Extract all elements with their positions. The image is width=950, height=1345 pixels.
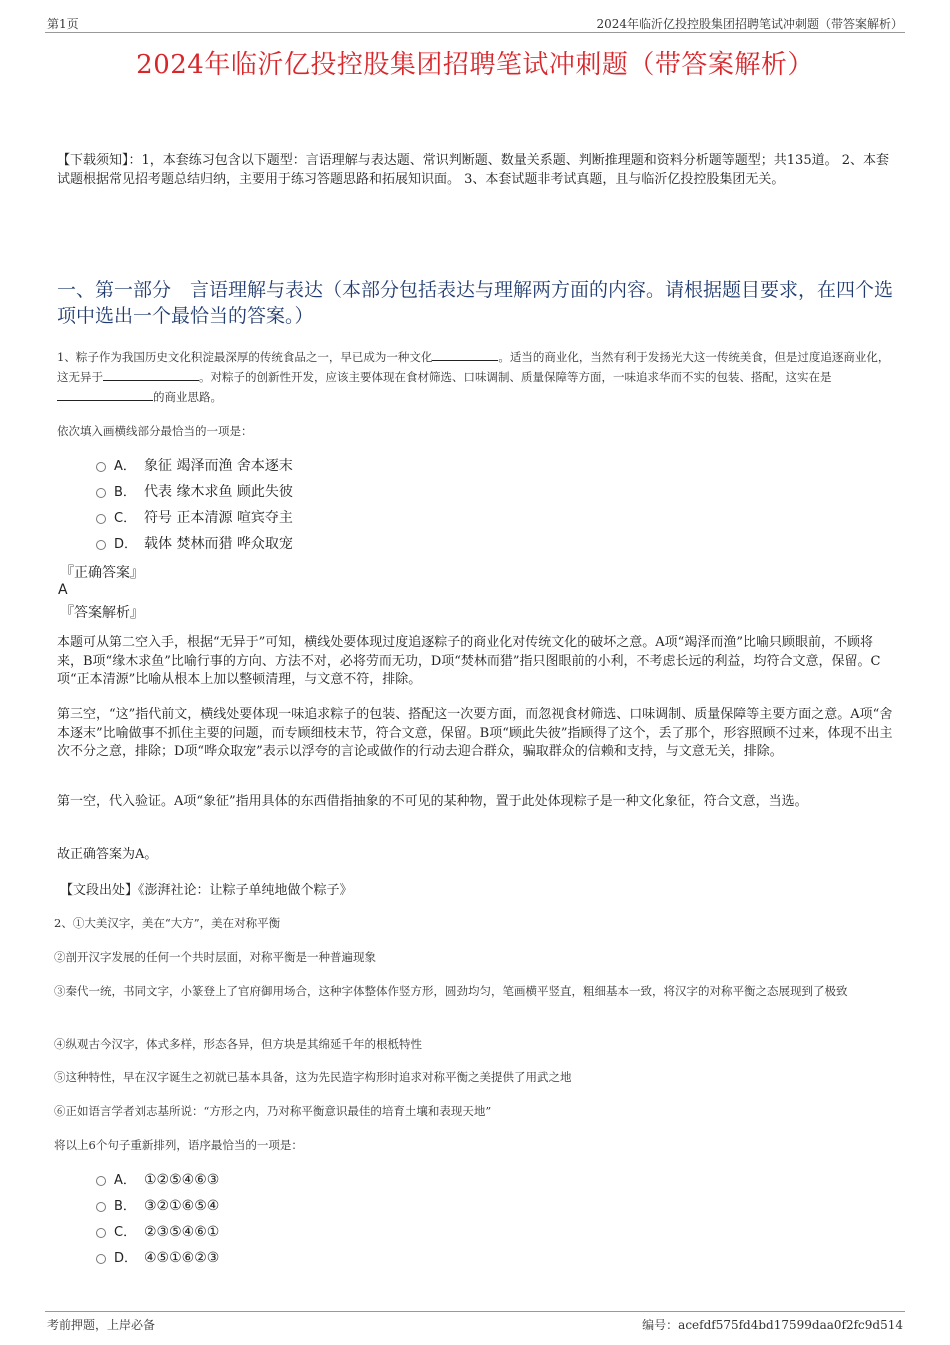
q1-prompt: 依次填入画横线部分最恰当的一项是：	[57, 424, 253, 438]
document-title: 2024年临沂亿投控股集团招聘笔试冲刺题（带答案解析）	[136, 50, 814, 80]
option-a[interactable]: A． ①②⑤④⑥③	[96, 1167, 219, 1193]
analysis-paragraph: 第三空，“这”指代前文，横线处要体现一味追求粽子的包装、搭配这一次要方面，而忽视食材筛选、口味调制、质量保障等主要方面之意。A项“舍本逐末”比喻做事不抓住主要的问题，而专顾细枝末节，符合文意，保留。B项“顾此失彼”指顾得了这个，丢了那个，形容照顾不过来，体现不出主次不分之意，排除；D项“哗众取宠”表示以浮夸的言论或做作的行动去迎合群众，骗取群众的信赖和支持，与文意无关，排除。	[57, 707, 893, 759]
header-doc-title: 2024年临沂亿投控股集团招聘笔试冲刺题（带答案解析）	[596, 17, 903, 31]
q2-sentence: ②剖开汉字发展的任何一个共时层面，对称平衡是一种普遍现象	[54, 950, 376, 964]
fill-blank-1	[432, 347, 498, 361]
radio-icon[interactable]	[96, 1202, 106, 1212]
option-c[interactable]: C． ②③⑤④⑥①	[96, 1219, 219, 1245]
fill-blank-2	[103, 367, 199, 381]
question-1-text	[57, 347, 897, 407]
q2-sentence: ⑥正如语言学者刘志基所说：“方形之内，乃对称平衡意识最佳的培育土壤和表现天地”	[54, 1104, 492, 1118]
analysis-paragraph: 本题可从第二空入手，根据“无异于”可知，横线处要体现过度追逐粽子的商业化对传统文化的破坏之意。A项“竭泽而渔”比喻只顾眼前，不顾将来，B项“缘木求鱼”比喻行事的方向、方法不对，必将劳而无功，D项“焚林而猎”指只图眼前的小利，不考虑长远的利益，均符合文意，保留。C项“正本清源”比喻从根本上加以整顿清理，与文意不符，排除。	[57, 635, 881, 687]
q1-options	[96, 453, 293, 557]
radio-icon[interactable]	[96, 462, 106, 472]
fill-blank-3	[57, 387, 153, 401]
q2-prompt: 将以上6个句子重新排列，语序最恰当的一项是：	[54, 1138, 303, 1152]
radio-icon[interactable]	[96, 1254, 106, 1264]
q2-sentence: ③秦代一统，书同文字，小篆登上了官府御用场合，这种字体整体作竖方形，圆劲均匀，笔画横平竖直，粗细基本一致，将汉字的对称平衡之态展现到了极致	[54, 984, 848, 998]
radio-icon[interactable]	[96, 514, 106, 524]
radio-icon[interactable]	[96, 1228, 106, 1238]
q1-text-part: 。对粽子的创新性开发，应该主要体现在食材筛选、口味调制、质量保障等方面，一味追求华而不实的包装、搭配，这实在是	[199, 370, 832, 384]
radio-icon[interactable]	[96, 488, 106, 498]
option-d[interactable]: D． 载体 焚林而猎 哗众取宠	[96, 531, 293, 557]
radio-icon[interactable]	[96, 540, 106, 550]
passage-source: 【文段出处】《澎湃社论：让粽子单纯地做个粽子》	[60, 883, 353, 898]
analysis-paragraph: 第一空，代入验证。A项“象征”指用具体的东西借指抽象的不可见的某种物，置于此处体现粽子是一种文化象征，符合文意，当选。	[57, 794, 808, 809]
footer-slogan: 考前押题，上岸必备	[47, 1318, 156, 1332]
document-id: 编号：acefdf575fd4bd17599daa0f2fc9d514	[642, 1318, 903, 1332]
q2-sentence: ⑤这种特性，早在汉字诞生之初就已基本具备，这为先民造字构形时追求对称平衡之美提供了用武之地	[54, 1070, 572, 1084]
option-d[interactable]: D． ④⑤①⑥②③	[96, 1245, 219, 1271]
option-c[interactable]: C． 符号 正本清源 喧宾夺主	[96, 505, 293, 531]
q2-sentence: ④纵观古今汉字，体式多样，形态各异，但方块是其绵延千年的根柢特性	[54, 1037, 422, 1051]
correct-answer-label: 『正确答案』	[60, 565, 144, 581]
section-heading: 一、第一部分 言语理解与表达（本部分包括表达与理解两方面的内容。请根据题目要求，在四个选项中选出一个最恰当的答案。）	[57, 279, 894, 327]
analysis-label: 『答案解析』	[60, 605, 144, 621]
q2-options	[96, 1167, 219, 1271]
page-header	[45, 14, 905, 33]
analysis-paragraph: 故正确答案为A。	[57, 847, 158, 862]
q2-sentence: 2、①大美汉字，美在“大方”，美在对称平衡	[54, 916, 281, 930]
radio-icon[interactable]	[96, 1176, 106, 1186]
q1-text-part: 。适当的商业化，当然有利于发扬光大这一传统美食，但是过度追逐商业化，这无异于	[57, 350, 890, 384]
q1-text-part: 1、粽子作为我国历史文化积淀最深厚的传统食品之一，早已成为一种文化	[57, 350, 433, 364]
page-number: 第1页	[47, 17, 79, 31]
option-a[interactable]: A． 象征 竭泽而渔 舍本逐末	[96, 453, 293, 479]
page-footer	[45, 1311, 905, 1332]
download-notice: 【下载须知】：1，本套练习包含以下题型：言语理解与表达题、常识判断题、数量关系题、判断推理题和资料分析题等题型；共135道。 2、本套试题根据常见招考题总结归纳，主要用于练习答题思路和拓展知识面。 3、本套试题非考试真题，且与临沂亿投控股集团无关。	[57, 153, 889, 187]
correct-answer: A	[58, 582, 68, 598]
option-b[interactable]: B． ③②①⑥⑤④	[96, 1193, 219, 1219]
q1-text-part: 的商业思路。	[153, 390, 222, 404]
option-b[interactable]: B． 代表 缘木求鱼 顾此失彼	[96, 479, 293, 505]
